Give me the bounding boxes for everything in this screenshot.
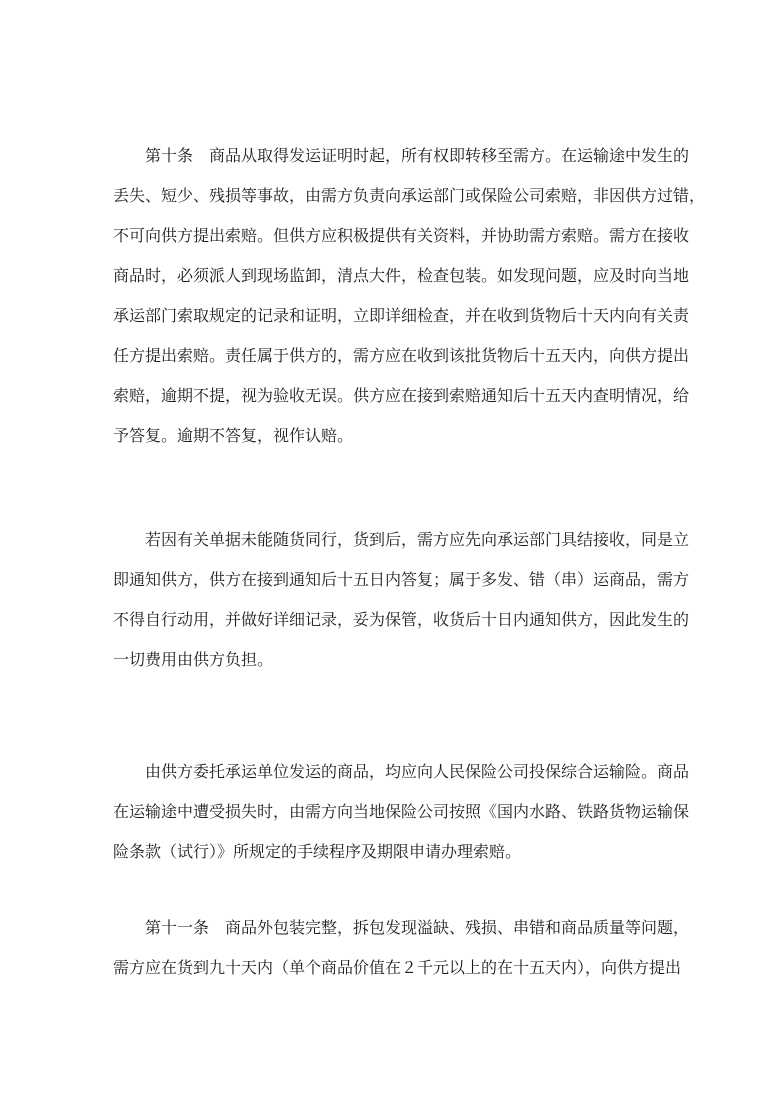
paragraph-line: 在运输途中遭受损失时，由需方向当地保险公司按照《国内水路、铁路货物运输保 (113, 802, 690, 821)
paragraph-line: 第十一条 商品外包装完整，拆包发现溢缺、残损、串错和商品质量等问题， (145, 918, 690, 937)
paragraph-line: 若因有关单据未能随货同行，货到后，需方应先向承运部门具结接收，同是立 (145, 530, 690, 549)
paragraph-line: 由供方委托承运单位发运的商品，均应向人民保险公司投保综合运输险。商品 (145, 762, 690, 781)
paragraph-line: 任方提出索赔。责任属于供方的，需方应在收到该批货物后十五天内，向供方提出 (113, 346, 690, 365)
paragraph-line: 险条款（试行）》所规定的手续程序及期限申请办理索赔。 (113, 842, 522, 861)
paragraph-line: 予答复。逾期不答复，视作认赔。 (113, 426, 354, 445)
paragraph-line: 不可向供方提出索赔。但供方应积极提供有关资料，并协助需方索赔。需方在接收 (113, 226, 690, 245)
paragraph-line: 不得自行动用，并做好详细记录，妥为保管，收货后十日内通知供方，因此发生的 (113, 610, 690, 629)
paragraph-line: 丢失、短少、残损等事故，由需方负责向承运部门或保险公司索赔，非因供方过错， (113, 186, 706, 205)
paragraph-line: 承运部门索取规定的记录和证明，立即详细检查，并在收到货物后十天内向有关责 (113, 306, 690, 325)
paragraph-line: 需方应在货到九十天内（单个商品价值在２千元以上的在十五天内），向供方提出 (113, 958, 682, 977)
paragraph-line: 即通知供方，供方在接到通知后十五日内答复；属于多发、错（串）运商品，需方 (113, 570, 690, 589)
paragraph-line: 一切费用由供方负担。 (113, 650, 274, 669)
paragraph-line: 商品时，必须派人到现场监卸，清点大件，检查包装。如发现问题，应及时向当地 (113, 266, 690, 285)
paragraph-line: 第十条 商品从取得发运证明时起，所有权即转移至需方。在运输途中发生的 (145, 146, 690, 165)
paragraph-line: 索赔，逾期不提，视为验收无误。供方应在接到索赔通知后十五天内查明情况，给 (113, 386, 690, 405)
